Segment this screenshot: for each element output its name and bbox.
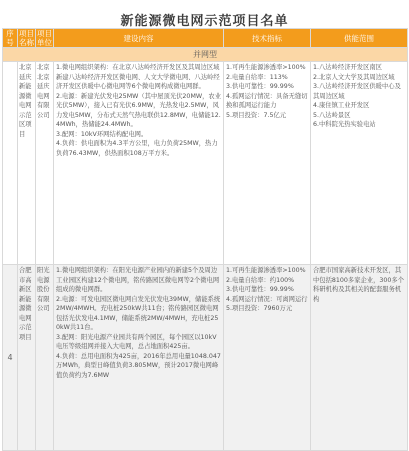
tech-indicators: [224, 265, 311, 451]
header-content: 建设内容: [54, 29, 224, 48]
header-unit: 项目单位: [37, 29, 52, 47]
table-row: [3, 62, 408, 265]
content-line: 2.电源：新建光伏发电25MW（其中屋顶光伏20MW，农业光伏5MW），接入已有光伏6.9MW，光热发电2.5MW，风力发电5MW，分布式天然气热电联供12.8MW，电储能12.4MWh，热储能24.4MWh。: [56, 92, 221, 128]
tech-line: 1.可再生能源渗透率>100%: [226, 64, 306, 71]
content-line: 4.负荷：总用电面积为425亩，2016年总用电量1048.047万MWh，典型日峰值负荷3.805MW，预计2017微电网峰值负荷约为7.6MW: [56, 352, 221, 379]
header-scope: 供能范围: [311, 29, 408, 48]
tech-line: 4.孤网运行情况：可离网运行: [226, 295, 308, 303]
scope-line: 3.八达岭经济开发区供暖中心及其周边区域: [313, 83, 401, 100]
scope-line: 2.北京人文大学及其周边区域: [313, 73, 395, 81]
header-name: 项目名称: [19, 29, 34, 47]
tech-line: 5.项目投资：7960万元: [226, 305, 293, 312]
project-content: [54, 62, 224, 265]
header-index: 序号: [3, 29, 18, 48]
tech-line: 1.可再生能源渗透率>100%: [226, 267, 306, 274]
project-unit: 北京北京延庆电网有限公司: [36, 62, 54, 265]
content-line: 3.配网：阳光电源产业园共有两个园区，每个园区以10kV电压等级组网并接入大电网，总占地面积425亩。: [56, 333, 217, 350]
row-index: [3, 62, 18, 265]
table-header-row: [3, 29, 408, 48]
tech-line: 3.供电可靠性：99.99%: [226, 83, 294, 90]
supply-scope: [311, 62, 408, 265]
header-tech: 技术指标: [224, 29, 311, 48]
project-table: [2, 28, 408, 451]
row-index: 4: [3, 265, 18, 451]
page-title: 新能源微电网示范项目名单: [120, 14, 289, 29]
scope-line: 合肥市国家高新技术开发区，其中包括8100多家企业，300多个科研机构及其相关的配套服务机构: [313, 267, 405, 303]
content-line: 4.负荷：供电面积为4.3平方公里，电力负荷25MW，热力负荷76.43MW，供热面积108万平方米。: [56, 140, 218, 157]
content-line: 2.电源：可发电园区微电网自发光伏发电39MW，储能系统2MW/4MWH。充电桩250kW共11台；铭传路园区微电网包括光伏发电4.1MW，储能系统2MW/4MWH，充电桩250kW共11台。: [56, 295, 221, 331]
section-label: 并网型: [3, 48, 408, 62]
tech-line: 5.项目投资：7.5亿元: [226, 111, 287, 119]
project-content: [54, 265, 224, 451]
table-row: [3, 265, 408, 451]
scope-line: 6.中科院光热实验电站: [313, 121, 376, 128]
content-line: 1.微电网组织架构：在阳光电源产业园内的新建5个及周边工业园区构建12个微电网，铭传路园区微电网等2个微电网组成的微电网群。: [56, 267, 220, 293]
section-row: [3, 48, 408, 62]
tech-line: 4.孤网运行情况：具备无缝切换和孤网运行能力: [226, 92, 308, 109]
tech-indicators: [224, 62, 311, 265]
scope-line: 4.康住镇工业开发区: [313, 102, 370, 109]
tech-line: 2.电量自给率：113%: [226, 73, 288, 81]
content-line: 1.微电网组织架构：在北京八达岭经济开发区及其周边区域新建八达岭经济开发区微电网、人文大学微电网、八达岭经济开发区供暖中心微电网等6个微电网构成微电网群。: [56, 64, 220, 90]
content-line: 3.配网：10kV环网结构配电网。: [56, 130, 148, 138]
scope-line: 1.八达岭经济开发区南区: [313, 64, 382, 71]
tech-line: 2.电量自给率：约100%: [226, 276, 295, 284]
tech-line: 3.供电可靠性：99.99%: [226, 286, 294, 293]
supply-scope: [311, 265, 408, 451]
project-name: 合肥市高新区新能源微电网示范项目: [18, 265, 36, 451]
scope-line: 5.八达岭景区: [313, 111, 351, 119]
project-unit: 阳光电源股份有限公司: [36, 265, 54, 451]
project-name: 北京延庆新能源微电网示范区项目: [18, 62, 36, 265]
